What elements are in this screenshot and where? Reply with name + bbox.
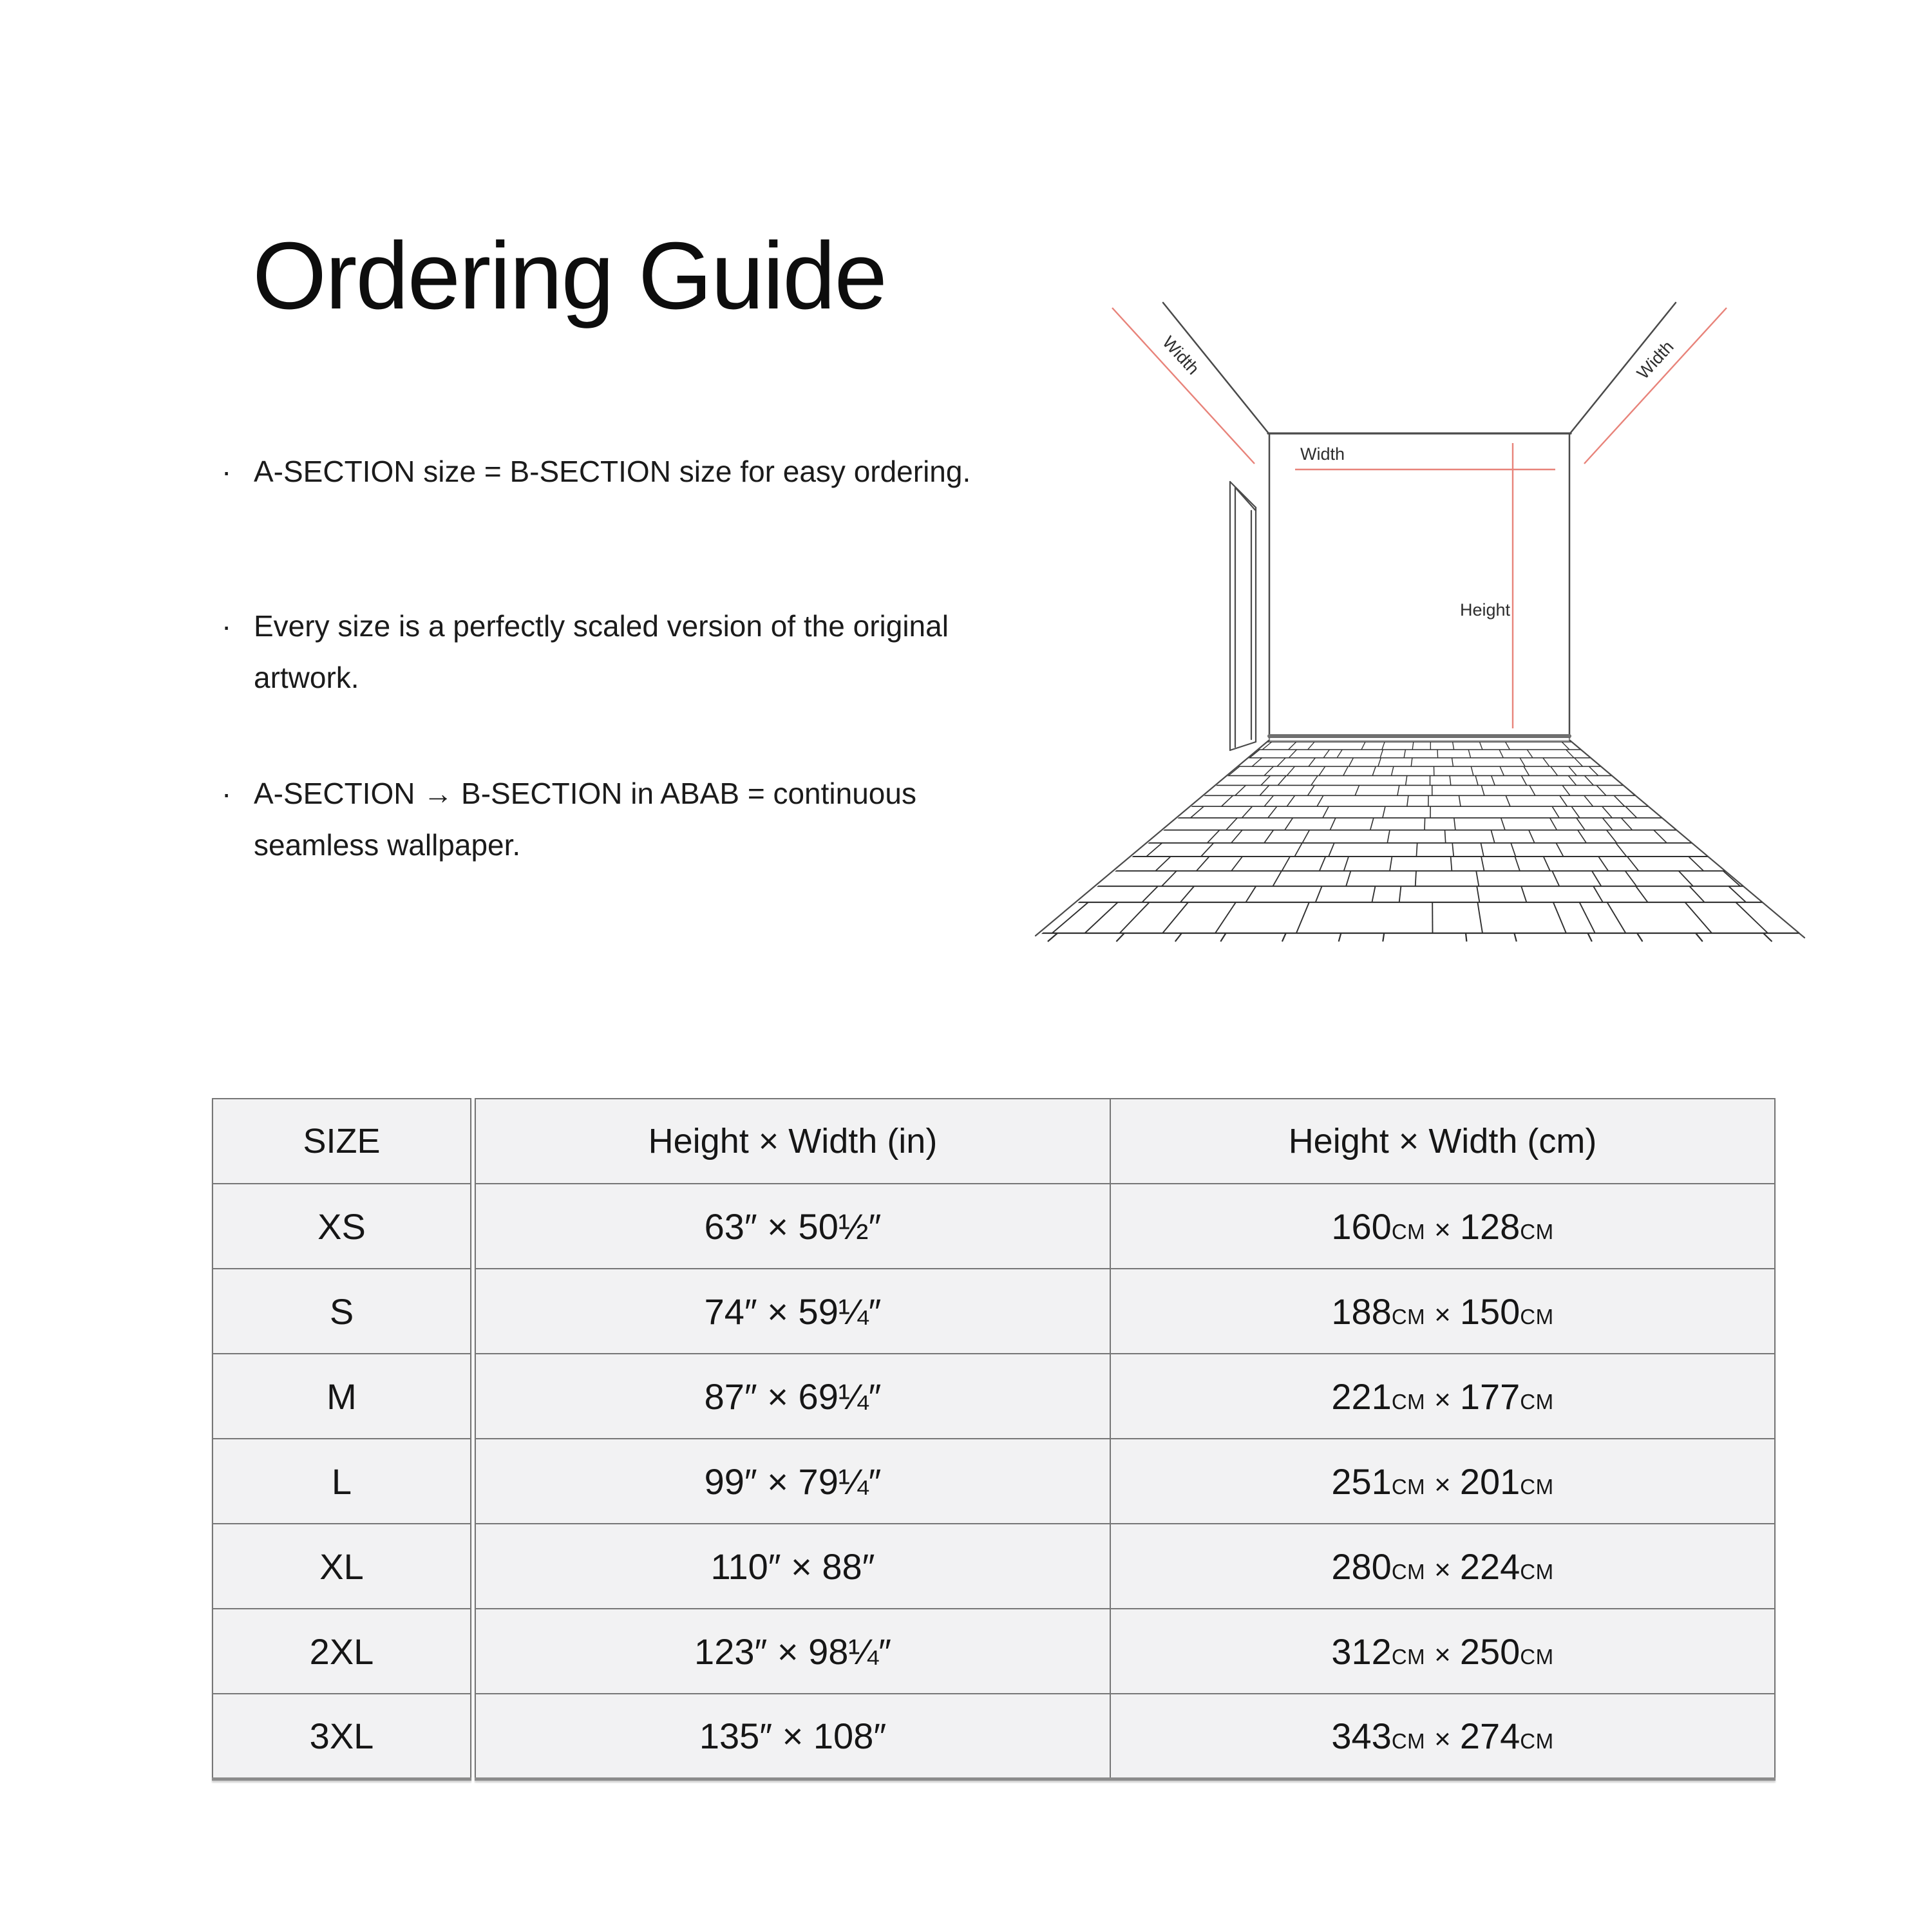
cm-width-value: 201 — [1459, 1461, 1520, 1502]
table-header-row — [213, 1099, 471, 1184]
header-inches: Height × Width (in) — [475, 1099, 1110, 1184]
cm-cell — [1110, 1439, 1775, 1524]
cm-height-value: 251 — [1331, 1461, 1392, 1502]
bullet-marker: · — [222, 777, 232, 810]
door — [1230, 482, 1256, 750]
floor-edge-left — [1036, 740, 1269, 936]
cm-unit: CM — [1520, 1219, 1554, 1244]
size-cell: M — [213, 1354, 471, 1439]
bullet-item — [222, 768, 916, 871]
floor-edge-right — [1569, 740, 1804, 938]
cm-width-value: 177 — [1459, 1376, 1520, 1417]
cm-width-value: 128 — [1459, 1206, 1520, 1247]
measurements-table — [475, 1098, 1776, 1781]
header-cm: Height × Width (cm) — [1110, 1099, 1775, 1184]
table-row — [475, 1354, 1775, 1439]
floor-edge-ticks — [1048, 933, 1772, 942]
table-row — [213, 1609, 471, 1694]
bullet-marker: · — [222, 609, 232, 643]
times-sign: × — [1434, 1468, 1451, 1501]
width-measure-left — [1112, 308, 1255, 464]
inches-cell: 99″ × 79¼″ — [475, 1439, 1110, 1524]
size-cell: 3XL — [213, 1694, 471, 1779]
cm-height-value: 312 — [1331, 1631, 1392, 1672]
bullet-marker: · — [222, 455, 232, 488]
times-sign: × — [1434, 1553, 1451, 1586]
size-cell: L — [213, 1439, 471, 1524]
bullet-line: A-SECTION → B-SECTION in ABAB = continuous — [254, 777, 916, 810]
inches-cell: 110″ × 88″ — [475, 1524, 1110, 1609]
times-sign: × — [1434, 1213, 1451, 1245]
cm-cell — [1110, 1269, 1775, 1354]
size-cell: 2XL — [213, 1609, 471, 1694]
cm-unit: CM — [1391, 1219, 1426, 1244]
width-label-right: Width — [1633, 337, 1678, 383]
cm-unit: CM — [1520, 1474, 1554, 1499]
bullet-line: seamless wallpaper. — [254, 828, 521, 862]
cm-height-value: 188 — [1331, 1291, 1392, 1332]
table-row — [475, 1524, 1775, 1609]
cm-unit: CM — [1391, 1389, 1426, 1414]
cm-cell — [1110, 1609, 1775, 1694]
cm-height-value: 280 — [1331, 1546, 1392, 1587]
table-row — [213, 1439, 471, 1524]
cm-unit: CM — [1391, 1559, 1426, 1584]
width-measure-right — [1584, 308, 1727, 464]
height-label: Height — [1460, 600, 1511, 620]
inches-cell: 135″ × 108″ — [475, 1694, 1110, 1779]
size-column-table — [212, 1098, 471, 1781]
size-table — [212, 1098, 1776, 1781]
cm-unit: CM — [1520, 1728, 1554, 1753]
table-row — [475, 1439, 1775, 1524]
page-title: Ordering Guide — [252, 223, 886, 329]
times-sign: × — [1434, 1638, 1451, 1671]
inches-cell: 74″ × 59¼″ — [475, 1269, 1110, 1354]
table-row — [475, 1609, 1775, 1694]
cm-cell — [1110, 1524, 1775, 1609]
header-size: SIZE — [213, 1099, 471, 1184]
cm-height-value: 160 — [1331, 1206, 1392, 1247]
table-header-row — [475, 1099, 1775, 1184]
cm-width-value: 274 — [1459, 1715, 1520, 1756]
inches-cell: 63″ × 50½″ — [475, 1184, 1110, 1269]
cm-width-value: 150 — [1459, 1291, 1520, 1332]
cm-width-value: 224 — [1459, 1546, 1520, 1587]
cm-cell — [1110, 1354, 1775, 1439]
bullet-line: Every size is a perfectly scaled version of the original — [254, 609, 949, 643]
cm-cell — [1110, 1184, 1775, 1269]
bullet-line: A-SECTION size = B-SECTION size for easy ordering. — [254, 455, 971, 488]
times-sign: × — [1434, 1383, 1451, 1416]
cm-unit: CM — [1391, 1474, 1426, 1499]
room-diagram — [1030, 277, 1848, 966]
cm-height-value: 221 — [1331, 1376, 1392, 1417]
bullet-line: artwork. — [254, 661, 359, 694]
cm-width-value: 250 — [1459, 1631, 1520, 1672]
size-cell: XS — [213, 1184, 471, 1269]
cm-unit: CM — [1520, 1644, 1554, 1669]
cm-unit: CM — [1520, 1304, 1554, 1329]
table-row — [213, 1524, 471, 1609]
cm-unit: CM — [1391, 1728, 1426, 1753]
table-row — [475, 1694, 1775, 1779]
width-label-left: Width — [1159, 332, 1204, 379]
tiled-floor — [1030, 742, 1813, 933]
bullet-item — [222, 446, 971, 497]
size-cell: XL — [213, 1524, 471, 1609]
table-row — [213, 1694, 471, 1779]
cm-unit: CM — [1520, 1559, 1554, 1584]
table-row — [475, 1184, 1775, 1269]
table-row — [213, 1354, 471, 1439]
width-label-back: Width — [1300, 444, 1345, 464]
cm-unit: CM — [1391, 1304, 1426, 1329]
times-sign: × — [1434, 1723, 1451, 1755]
cm-cell — [1110, 1694, 1775, 1779]
bullet-item — [222, 600, 949, 703]
table-row — [475, 1269, 1775, 1354]
ceiling-edge-left — [1163, 303, 1269, 433]
inches-cell: 123″ × 98¼″ — [475, 1609, 1110, 1694]
table-row — [213, 1184, 471, 1269]
cm-unit: CM — [1391, 1644, 1426, 1669]
table-row — [213, 1269, 471, 1354]
cm-height-value: 343 — [1331, 1715, 1392, 1756]
cm-unit: CM — [1520, 1389, 1554, 1414]
times-sign: × — [1434, 1298, 1451, 1331]
inches-cell: 87″ × 69¼″ — [475, 1354, 1110, 1439]
size-cell: S — [213, 1269, 471, 1354]
